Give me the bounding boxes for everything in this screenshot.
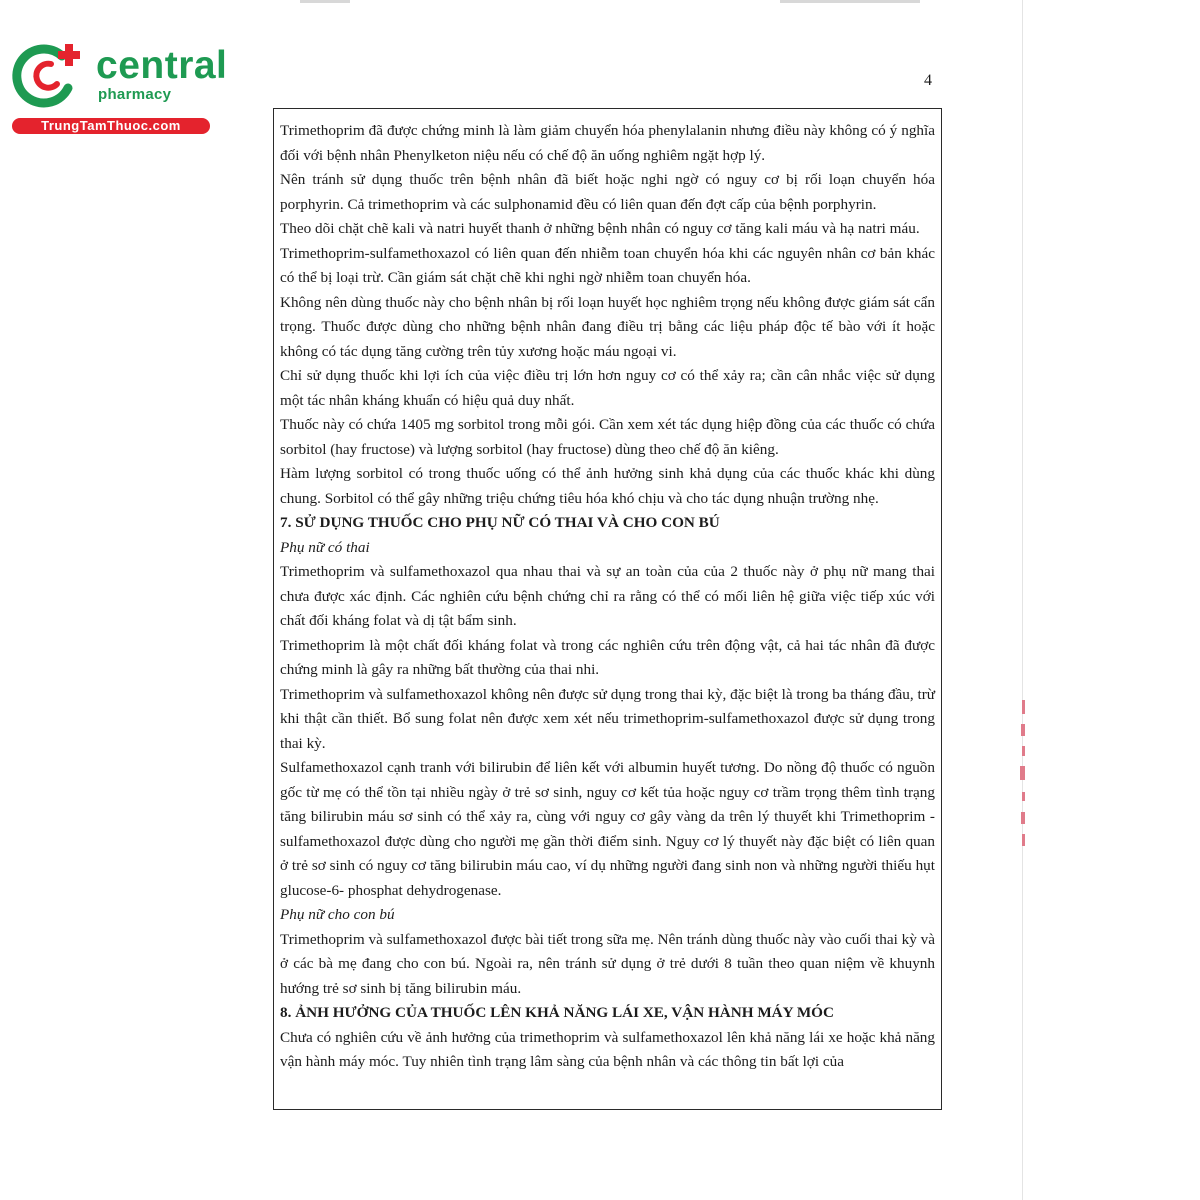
body-paragraph: Trimethoprim và sulfamethoxazol được bài tiết trong sữa mẹ. Nên tránh dùng thuốc này vào cuối thai kỳ và ở các bà mẹ đang cho con bú. Ngoài ra, nên tránh sử dụng ở trẻ dưới 8 tuần theo quan niệm về khuynh hướng trẻ sơ sinh bị tăng bilirubin máu.	[280, 930, 935, 997]
subsection-title: Phụ nữ có thai	[280, 538, 370, 556]
body-paragraph: Trimethoprim-sulfamethoxazol có liên quan đến nhiễm toan chuyển hóa khi các nguyên nhân cơ bản khác có thể bị loại trừ. Cần giám sát chặt chẽ khi nghi ngờ nhiễm toan chuyển hóa.	[280, 244, 935, 286]
body-paragraph: Trimethoprim là một chất đối kháng folat và trong các nghiên cứu trên động vật, cả hai tác nhân đã được chứng minh là gây ra những bất thường của thai nhi.	[280, 636, 935, 678]
body-paragraph: Nên tránh sử dụng thuốc trên bệnh nhân đã biết hoặc nghi ngờ có nguy cơ bị rối loạn chuyển hóa porphyrin. Cả trimethoprim và các sulphonamid đều có liên quan đến đợt cấp của bệnh porphyrin.	[280, 171, 935, 213]
subsection-title: Phụ nữ cho con bú	[280, 906, 395, 923]
body-paragraph: Chưa có nghiên cứu về ảnh hưởng của trimethoprim và sulfamethoxazol lên khả năng lái xe hoặc khả năng vận hành máy móc. Tuy nhiên tình trạng lâm sàng của bệnh nhân và các thông tin bất lợi của	[280, 1028, 935, 1070]
body-paragraph: Trimethoprim và sulfamethoxazol qua nhau thai và sự an toàn của của 2 thuốc này ở phụ nữ mang thai chưa được xác định. Các nghiên cứu bệnh chứng chỉ ra rằng có thể có mối liên hệ giữa việc tiếp xúc với chất đối kháng folat và dị tật bẩm sinh.	[280, 563, 935, 629]
body-paragraph: Hàm lượng sorbitol có trong thuốc uống có thể ảnh hưởng sinh khả dụng của các thuốc khác khi dùng chung. Sorbitol có thể gây những triệu chứng tiêu hóa khó chịu và cho tác dụng nhuận trường nhẹ.	[280, 465, 935, 507]
body-paragraph: Chỉ sử dụng thuốc khi lợi ích của việc điều trị lớn hơn nguy cơ có thể xảy ra; cần cân nhắc việc sử dụng một tác nhân kháng khuẩn có hiệu quả duy nhất.	[280, 367, 935, 409]
scan-edge-right	[780, 0, 920, 3]
logo-subtitle: pharmacy	[98, 86, 172, 103]
body-paragraph: Sulfamethoxazol cạnh tranh với bilirubin để liên kết với albumin huyết tương. Do nồng độ thuốc có nguồn gốc từ mẹ có thể tồn tại nhiều ngày ở trẻ sơ sinh, nguy cơ kết tủa hoặc nguy cơ trầm trọng thêm tình trạng tăng bilirubin máu sơ sinh có thể xảy ra, cùng với nguy cơ gây vàng da trên lý thuyết khi Trimethoprim - sulfamethoxazol được dùng cho người mẹ gần thời điểm sinh. Nguy cơ lý thuyết này đặc biệt có liên quan ở trẻ sơ sinh có nguy cơ tăng bilirubin máu cao, ví dụ những người đang sinh non và những người thiếu hụt glucose-6- phosphat dehydrogenase.	[280, 759, 935, 899]
page-number: 4	[924, 72, 932, 89]
logo-name: central	[96, 44, 228, 87]
scan-edge-left	[300, 0, 350, 3]
page-edge-line	[1022, 0, 1023, 1200]
central-pharmacy-logo	[10, 38, 228, 138]
section-heading: 8. ẢNH HƯỞNG CỦA THUỐC LÊN KHẢ NĂNG LÁI XE, VẬN HÀNH MÁY MÓC	[280, 1004, 834, 1021]
body-paragraph: Theo dõi chặt chẽ kali và natri huyết thanh ở những bệnh nhân có nguy cơ tăng kali máu và hạ natri máu.	[280, 220, 920, 237]
pharmacy-cross-icon	[10, 40, 92, 110]
body-paragraph: Thuốc này có chứa 1405 mg sorbitol trong mỗi gói. Cần xem xét tác dụng hiệp đồng của các thuốc có chứa sorbitol (hay fructose) và lượng sorbitol (hay fructose) dùng theo chế độ ăn kiêng.	[280, 416, 935, 458]
document-content-box	[273, 108, 942, 1110]
section-heading: 7. SỬ DỤNG THUỐC CHO PHỤ NỮ CÓ THAI VÀ CHO CON BÚ	[280, 514, 720, 531]
body-paragraph: Không nên dùng thuốc này cho bệnh nhân bị rối loạn huyết học nghiêm trọng nếu không được giám sát cẩn trọng. Thuốc được dùng cho những bệnh nhân đang điều trị bằng các liệu pháp độc tế bào với ít hoặc không có tác dụng tăng cường trên tủy xương hoặc máu ngoại vi.	[280, 293, 935, 360]
logo-banner: TrungTamThuoc.com	[12, 118, 210, 134]
red-stamp-mark	[1017, 700, 1029, 850]
body-paragraph: Trimethoprim đã được chứng minh là làm giảm chuyển hóa phenylalanin nhưng điều này không có ý nghĩa đối với bệnh nhân Phenylketon niệu nếu có chế độ ăn uống nghiêm ngặt hợp lý.	[280, 122, 935, 164]
body-paragraph: Trimethoprim và sulfamethoxazol không nên được sử dụng trong thai kỳ, đặc biệt là trong ba tháng đầu, trừ khi thật cần thiết. Bổ sung folat nên được xem xét nếu trimethoprim-sulfamethoxazol được sử dụng trong thai kỳ.	[280, 685, 935, 752]
